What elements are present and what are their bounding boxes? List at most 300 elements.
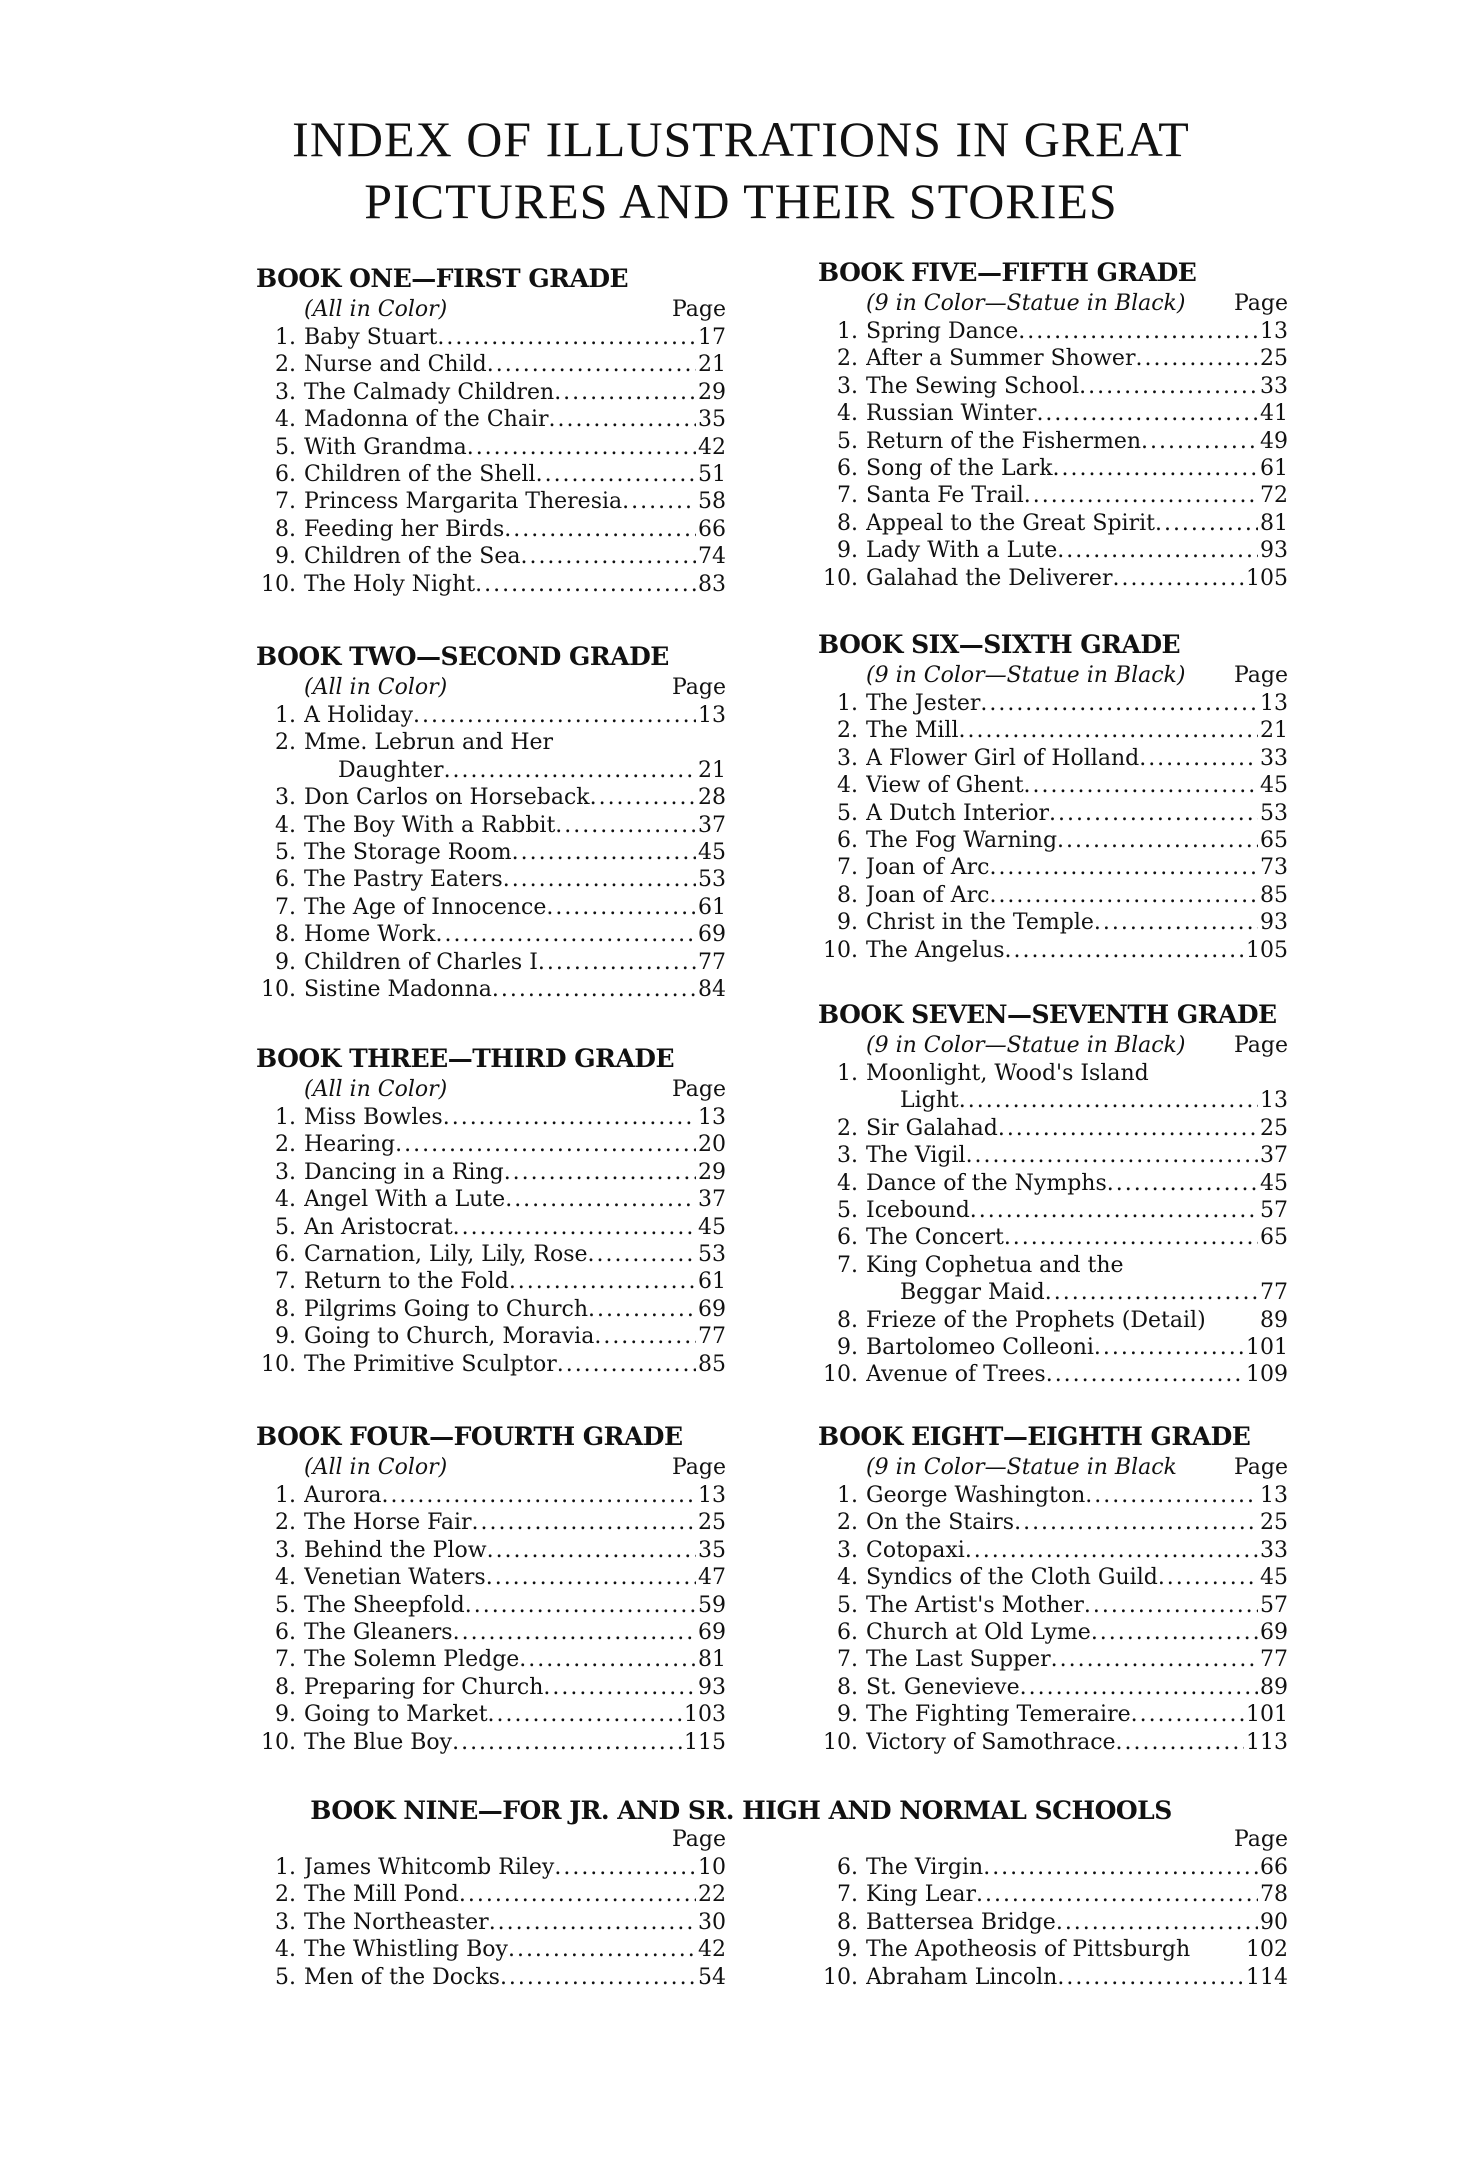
color-note: (9 in Color—Statue in Black	[866, 1455, 1177, 1480]
entry-number: 6.	[837, 1855, 858, 1880]
section-heading: BOOK TWO—SECOND GRADE	[256, 642, 669, 671]
entry-title: King Lear	[866, 1882, 976, 1908]
entry-number: 9.	[275, 1702, 296, 1728]
section-heading: BOOK FOUR—FOURTH GRADE	[256, 1422, 683, 1451]
entry-title: Dancing in a Ring	[304, 1159, 504, 1185]
entry-page: 37	[698, 812, 726, 838]
entry-body	[866, 854, 1288, 881]
entry-body	[304, 1729, 726, 1756]
entry-page: 53	[698, 1242, 726, 1268]
entry-body	[866, 1170, 1288, 1197]
entry-body	[866, 909, 1288, 936]
entry-body	[866, 827, 1288, 854]
entry-title: On the Stairs	[866, 1510, 1015, 1536]
entry-body	[866, 1252, 1288, 1307]
entry-page: 85	[1260, 882, 1288, 908]
dot-leader	[588, 1241, 697, 1268]
entry-number: 9.	[275, 1324, 296, 1350]
section-subhead	[256, 674, 726, 702]
entry-number: 5.	[275, 1592, 296, 1618]
dot-leader	[1005, 937, 1244, 964]
entry-number: 7.	[837, 1647, 858, 1673]
dot-leader	[557, 1351, 696, 1378]
color-note: (All in Color)	[304, 297, 448, 322]
entry-number: 4.	[837, 401, 858, 427]
entry-number: 9.	[837, 1335, 858, 1361]
entry-page: 47	[698, 1565, 726, 1591]
color-note: (9 in Color—Statue in Black)	[866, 291, 1186, 316]
dot-leader	[1024, 772, 1258, 799]
entry-title: Abraham Lincoln	[866, 1964, 1058, 1990]
entry-page: 37	[1260, 1143, 1288, 1169]
dot-leader	[444, 757, 696, 784]
entry-page: 42	[698, 434, 726, 460]
dot-leader	[1046, 1361, 1244, 1388]
entry-body	[304, 1323, 726, 1350]
dot-leader	[452, 1729, 682, 1756]
entry-title: Feeding her Birds	[304, 516, 505, 542]
index-entry	[818, 827, 1288, 854]
entry-page: 13	[1260, 1483, 1288, 1508]
dot-leader	[1084, 1592, 1258, 1619]
index-entry	[818, 717, 1288, 744]
dot-leader	[504, 1159, 696, 1186]
dot-leader	[1139, 745, 1258, 772]
entry-body	[304, 866, 726, 893]
section-subhead	[818, 290, 1288, 318]
index-entry	[818, 428, 1288, 455]
dot-leader	[1158, 1564, 1258, 1591]
entry-number: 6.	[275, 867, 296, 893]
entry-number: 10.	[261, 571, 296, 597]
entry-number: 2.	[837, 346, 858, 372]
entry-body	[304, 1936, 726, 1963]
entry-number: 5.	[275, 840, 296, 866]
dot-leader	[998, 1115, 1258, 1142]
book-nine-heading: BOOK NINE—FOR JR. AND SR. HIGH AND NORMAL SCHOOLS	[310, 1796, 1172, 1825]
entry-page: 83	[698, 571, 726, 597]
entry-page: 77	[1260, 1647, 1288, 1673]
index-entry	[256, 516, 726, 543]
entry-number: 6.	[275, 462, 296, 488]
entry-body	[866, 482, 1288, 509]
entry-number: 4.	[275, 1937, 296, 1963]
entry-page: 93	[698, 1674, 726, 1700]
entry-page: 41	[1260, 401, 1288, 427]
entry-title: Santa Fe Trail	[866, 483, 1024, 509]
entry-title: Aurora	[304, 1483, 382, 1508]
entry-page: 35	[698, 407, 726, 433]
dot-leader	[1085, 1482, 1258, 1509]
entry-page: 54	[698, 1964, 726, 1990]
entry-page: 57	[1260, 1198, 1288, 1224]
entry-title: The Horse Fair	[304, 1510, 472, 1536]
index-entry	[256, 1351, 726, 1378]
entry-body	[304, 1674, 726, 1701]
entry-page: 65	[1260, 828, 1288, 854]
entry-title: The Virgin	[866, 1855, 984, 1880]
entry-number: 3.	[275, 1537, 296, 1563]
dot-leader	[1004, 1224, 1258, 1251]
entry-number: 9.	[837, 910, 858, 936]
entry-title: Don Carlos on Horseback	[304, 785, 590, 811]
page-column-label: Page	[1233, 1455, 1288, 1480]
index-entry	[256, 379, 726, 406]
entry-body	[304, 1701, 726, 1728]
entry-number: 3.	[837, 1143, 858, 1169]
entry-body	[304, 1564, 726, 1591]
page-column-label: Page	[671, 1455, 726, 1480]
entry-page: 101	[1246, 1702, 1288, 1728]
page-column-label: Page	[1233, 1827, 1288, 1852]
section-subhead	[256, 1076, 726, 1104]
index-entry	[818, 1060, 1288, 1115]
entry-page: 84	[698, 977, 726, 1003]
entry-title: The Primitive Sculptor	[304, 1351, 557, 1377]
entry-number: 10.	[823, 937, 858, 963]
entry-body	[304, 324, 726, 351]
dot-leader	[989, 854, 1258, 881]
entry-title: Joan of Arc	[866, 855, 990, 881]
entry-title: Church at Old Lyme	[866, 1620, 1091, 1646]
index-entry	[818, 1701, 1288, 1728]
index-entry	[256, 324, 726, 351]
entry-page: 53	[1260, 800, 1288, 826]
entry-body	[304, 461, 726, 488]
entry-page: 29	[698, 1159, 726, 1185]
index-entry	[818, 690, 1288, 717]
index-entry	[818, 909, 1288, 936]
index-entry	[818, 1854, 1288, 1881]
index-entry	[256, 1104, 726, 1131]
entry-title: The Holy Night	[304, 571, 476, 597]
entry-page: 77	[1260, 1280, 1288, 1306]
index-entry	[818, 1964, 1288, 1991]
entry-body	[304, 406, 726, 433]
entry-page: 105	[1246, 937, 1288, 963]
entry-title: The Northeaster	[304, 1909, 489, 1935]
index-entry	[256, 1509, 726, 1536]
entry-body	[304, 1909, 726, 1936]
entry-number: 2.	[837, 718, 858, 744]
index-entry	[818, 937, 1288, 964]
entry-body	[866, 345, 1288, 372]
entry-number: 4.	[837, 1170, 858, 1196]
entry-page: 13	[1260, 691, 1288, 716]
entry-title: Pilgrims Going to Church	[304, 1296, 589, 1322]
index-entry	[818, 1936, 1288, 1963]
entry-body	[866, 1224, 1288, 1251]
dot-leader	[983, 1854, 1258, 1881]
entry-page: 69	[1260, 1620, 1288, 1646]
entry-number: 9.	[837, 1937, 858, 1963]
entry-body	[304, 1619, 726, 1646]
entry-title: Galahad the Deliverer	[866, 565, 1113, 591]
entry-number: 7.	[275, 489, 296, 515]
entry-body	[866, 1701, 1288, 1728]
dot-leader	[503, 866, 696, 893]
entry-body	[866, 690, 1288, 717]
book-five-section	[818, 256, 1288, 592]
entry-body	[304, 1241, 726, 1268]
entry-number: 2.	[837, 1510, 858, 1536]
index-entry	[818, 1170, 1288, 1197]
entry-body	[866, 1060, 1288, 1115]
dot-leader	[1131, 1701, 1244, 1728]
section-subhead	[818, 1032, 1288, 1060]
entry-page: 105	[1246, 565, 1288, 591]
page-column-label: Page	[671, 297, 726, 322]
entry-page: 21	[698, 352, 726, 378]
index-entry	[256, 434, 726, 461]
entry-title-continued: Daughter	[338, 757, 444, 783]
entry-number: 8.	[837, 510, 858, 536]
index-entry	[256, 1131, 726, 1158]
page-column-label: Page	[1233, 291, 1288, 316]
index-entry	[256, 1964, 726, 1991]
index-entry	[818, 510, 1288, 537]
entry-number: 8.	[837, 1909, 858, 1935]
entry-title: The Blue Boy	[304, 1729, 453, 1755]
dot-leader	[1091, 1619, 1258, 1646]
dot-leader	[1018, 318, 1258, 345]
entry-page: 61	[1260, 456, 1288, 482]
entry-body	[304, 1296, 726, 1323]
entry-page: 45	[1260, 773, 1288, 799]
entry-number: 3.	[837, 745, 858, 771]
entry-page: 45	[698, 1214, 726, 1240]
entry-line-2	[304, 757, 726, 784]
dot-leader	[622, 488, 696, 515]
index-entry	[256, 839, 726, 866]
entry-body	[304, 1854, 726, 1881]
entry-page: 73	[1260, 855, 1288, 881]
entry-page: 20	[698, 1132, 726, 1158]
entry-body	[304, 921, 726, 948]
entry-page: 65	[1260, 1225, 1288, 1251]
entry-number: 10.	[823, 1729, 858, 1755]
entry-title: The Fighting Temeraire	[866, 1702, 1131, 1728]
entry-title: A Flower Girl of Holland	[866, 745, 1140, 771]
entry-page: 13	[1260, 319, 1288, 344]
entry-page: 17	[698, 325, 726, 350]
dot-leader	[1094, 909, 1258, 936]
entry-body	[304, 1268, 726, 1295]
entry-title: Appeal to the Great Spirit	[866, 510, 1155, 536]
entry-body	[304, 488, 726, 515]
entry-page: 109	[1246, 1362, 1288, 1388]
entry-title: The Sheepfold	[304, 1592, 465, 1618]
entry-page: 13	[1260, 1088, 1288, 1114]
section-subhead	[818, 1454, 1288, 1482]
entry-number: 1.	[275, 1105, 296, 1130]
dot-leader	[475, 571, 696, 598]
entry-body	[304, 839, 726, 866]
entry-body	[866, 1307, 1288, 1334]
entry-page: 21	[1260, 718, 1288, 744]
entry-body	[866, 1197, 1288, 1224]
index-entry	[256, 702, 726, 729]
dot-leader	[381, 1482, 696, 1509]
entry-title: The Mill Pond	[304, 1882, 459, 1908]
entry-title: Dance of the Nymphs	[866, 1170, 1107, 1196]
dot-leader	[1112, 565, 1244, 592]
index-entry	[818, 1619, 1288, 1646]
entry-body	[866, 1909, 1288, 1936]
dot-leader	[395, 1131, 696, 1158]
dot-leader	[467, 434, 696, 461]
index-entry	[256, 1729, 726, 1756]
entry-number: 4.	[275, 812, 296, 838]
entry-number: 4.	[275, 1187, 296, 1213]
dot-leader	[543, 1674, 696, 1701]
dot-leader	[554, 1854, 696, 1881]
entry-page: 45	[1260, 1565, 1288, 1591]
entry-body	[304, 1482, 726, 1509]
index-entry	[818, 854, 1288, 881]
entry-number: 10.	[261, 1351, 296, 1377]
dot-leader	[1024, 482, 1258, 509]
entry-title: Cotopaxi	[866, 1537, 965, 1563]
entry-number: 2.	[275, 730, 296, 756]
entry-title-continued: Light	[900, 1088, 959, 1114]
entry-title: Miss Bowles	[304, 1105, 443, 1130]
section-subhead	[256, 296, 726, 324]
index-entry	[256, 351, 726, 378]
entry-body	[304, 894, 726, 921]
dot-leader	[1155, 510, 1258, 537]
index-entry	[818, 772, 1288, 799]
entry-number: 8.	[275, 516, 296, 542]
entry-page: 69	[698, 1296, 726, 1322]
entry-page: 13	[698, 703, 726, 728]
dot-leader	[1020, 1674, 1258, 1701]
index-entry	[818, 400, 1288, 427]
entry-number: 5.	[837, 800, 858, 826]
entry-number: 3.	[837, 1537, 858, 1563]
entry-number: 10.	[261, 977, 296, 1003]
entry-page: 35	[698, 1537, 726, 1563]
entry-number: 5.	[275, 1964, 296, 1990]
entry-title: View of Ghent	[866, 773, 1024, 799]
entry-page: 33	[1260, 745, 1288, 771]
dot-leader	[504, 516, 696, 543]
entry-number: 1.	[837, 1061, 858, 1086]
index-entry	[256, 1186, 726, 1213]
dot-leader	[1206, 1307, 1258, 1334]
entry-title: Baby Stuart	[304, 325, 438, 350]
entry-title: Syndics of the Cloth Guild	[866, 1565, 1158, 1591]
entry-body	[866, 1361, 1288, 1388]
entry-title: Children of the Sea	[304, 544, 521, 570]
entry-body	[304, 729, 726, 784]
page-column-label: Page	[671, 1827, 726, 1852]
dot-leader	[1141, 428, 1258, 455]
entry-number: 10.	[823, 565, 858, 591]
index-entry	[818, 1482, 1288, 1509]
entry-page: 115	[684, 1729, 726, 1755]
entry-number: 6.	[837, 828, 858, 854]
entry-title: Behind the Plow	[304, 1537, 487, 1563]
entry-title: The Storage Room	[304, 840, 512, 866]
entry-line-2	[866, 1087, 1288, 1114]
entry-number: 7.	[837, 483, 858, 509]
entry-title: A Holiday	[304, 703, 414, 728]
index-entry	[256, 729, 726, 784]
index-entry	[818, 1334, 1288, 1361]
entry-title: Return to the Fold	[304, 1269, 509, 1295]
book-three-section	[256, 1042, 726, 1378]
entry-title: The Artist's Mother	[866, 1592, 1084, 1618]
index-entry	[818, 345, 1288, 372]
book-two-section	[256, 640, 726, 1003]
entry-title: Going to Market	[304, 1702, 488, 1728]
entry-number: 10.	[823, 1964, 858, 1990]
dot-leader	[536, 461, 696, 488]
dot-leader	[554, 379, 696, 406]
entry-number: 7.	[275, 894, 296, 920]
entry-title: Madonna of the Chair	[304, 407, 549, 433]
entry-page: 89	[1260, 1307, 1288, 1333]
entry-page: 103	[684, 1702, 726, 1728]
entry-title: Hearing	[304, 1132, 396, 1158]
dot-leader	[970, 1197, 1258, 1224]
entry-title: Going to Church, Moravia	[304, 1324, 595, 1350]
entry-body	[304, 1104, 726, 1131]
entry-title: The Apotheosis of Pittsburgh	[866, 1937, 1191, 1963]
entry-body	[866, 1646, 1288, 1673]
dot-leader	[538, 949, 696, 976]
index-entry	[818, 745, 1288, 772]
entry-page: 25	[1260, 1115, 1288, 1141]
section-heading: BOOK SEVEN—SEVENTH GRADE	[818, 1000, 1277, 1029]
index-entry	[256, 784, 726, 811]
entry-title: The Age of Innocence	[304, 894, 547, 920]
dot-leader	[1057, 1964, 1244, 1991]
dot-leader	[976, 1881, 1258, 1908]
book-nine-right-column	[818, 1826, 1288, 1991]
entry-page: 58	[698, 489, 726, 515]
dot-leader	[488, 1701, 682, 1728]
entry-page: 113	[1246, 1729, 1288, 1755]
entry-title: The Whistling Boy	[304, 1937, 508, 1963]
index-entry	[818, 1909, 1288, 1936]
page-title	[0, 108, 1482, 232]
entry-number: 5.	[837, 428, 858, 454]
entry-number: 2.	[275, 1882, 296, 1908]
entry-body	[866, 937, 1288, 964]
entry-number: 4.	[275, 407, 296, 433]
dot-leader	[959, 717, 1259, 744]
entry-number: 5.	[275, 434, 296, 460]
dot-leader	[443, 1104, 696, 1131]
page-column-label: Page	[671, 1077, 726, 1102]
index-entry	[256, 543, 726, 570]
index-entry	[818, 1537, 1288, 1564]
dot-leader	[546, 894, 696, 921]
entry-body	[866, 455, 1288, 482]
entry-title-continued: Beggar Maid	[900, 1280, 1045, 1306]
entry-number: 8.	[837, 882, 858, 908]
section-subhead	[256, 1454, 726, 1482]
entry-body	[304, 1881, 726, 1908]
entry-number: 5.	[275, 1214, 296, 1240]
entry-page: 93	[1260, 538, 1288, 564]
entry-body	[304, 516, 726, 543]
entry-title: With Grandma	[304, 434, 467, 460]
dot-leader	[549, 406, 697, 433]
entry-number: 8.	[275, 1296, 296, 1322]
